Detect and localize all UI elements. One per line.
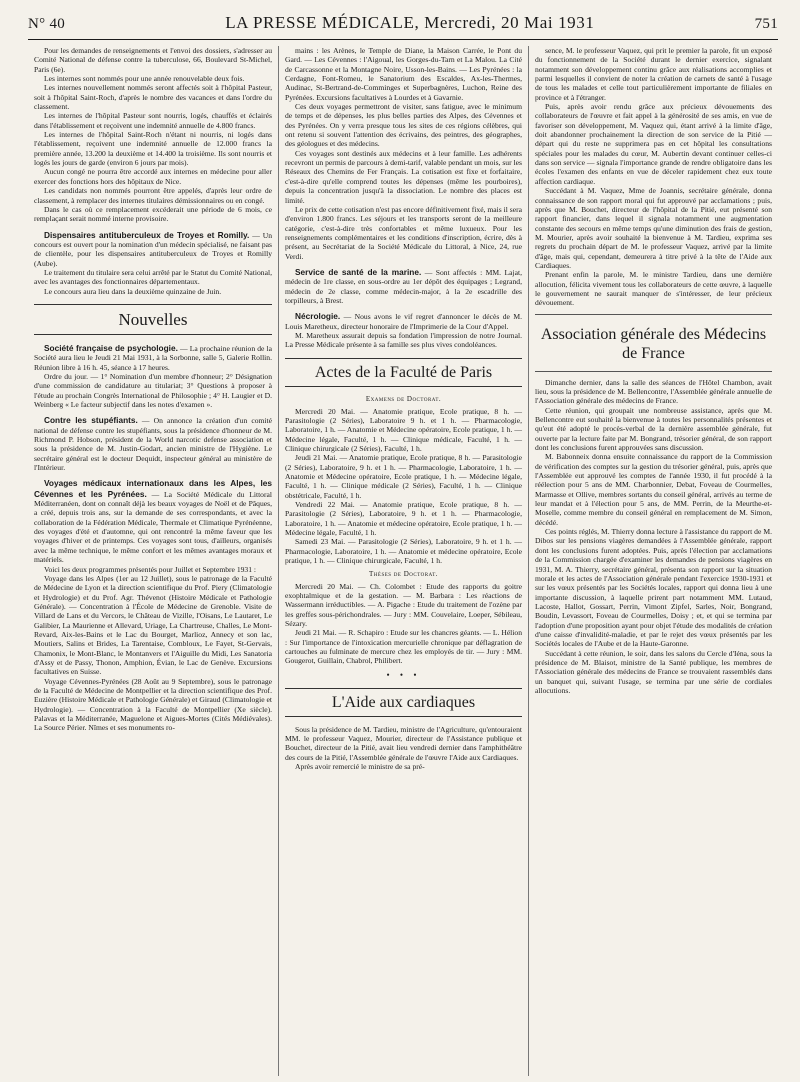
section-title-box: [285, 688, 522, 717]
paragraph: Jeudi 21 Mai. — R. Schapiro : Etude sur les chancres géants. — L. Hélion : Sur l'importance de l'intoxication mercurielle chronique par déflagration de cartouches au fulminate de mercure chez les employés de tir. — Jury : MM. Gougerot, Guillain, Chabrol, Philibert.: [285, 628, 522, 666]
section-title-nouvelles: Nouvelles: [118, 309, 188, 329]
column-1: [28, 46, 278, 1076]
news-item-stupefiants: [34, 415, 272, 472]
paragraph: Succédant à cette réunion, le soir, dans les salons du Cercle d'Iéna, sous la présidence de M. Blaisot, ministre de la Santé publique, les membres de l'Association générale des médecins de France se trouvaient rassemblés dans un banquet qui, suivant l'usage, se termina par une série de cordiales allocutions.: [535, 648, 772, 695]
news-item-necrologie: [285, 311, 522, 331]
paragraph: Les internes de l'hôpital Pasteur sont nourris, logés, chauffés et éclairés dans l'établissement et reçoivent une indemnité annuelle de 4.800 francs.: [34, 111, 272, 130]
paragraph: Dans le cas où ce remplacement excéderait une période de 6 mois, ce remplaçant serait nommé interne provisoire.: [34, 204, 272, 224]
paragraph: Succédant à M. Vaquez, Mme de Joannis, secrétaire générale, donna connaissance de son rapport moral qui fut approuvé par acclamations ; puis, après que M. Bouchet, directeur de l'hôpital de la Pitié, eut présenté son rapport financier, dans lequel il signala notamment une augmentation constante des secours en même temps qu'une diminution des frais de gestion, M. Mourier, après avoir souhaité la bienvenue à M. Tardieu, exprima ses regrets du prochain départ de M. le professeur Vaquez, arrivé par la limite d'âge, mais qui, cependant, demeurera à titre privé à la tête de l'Aide aux Cardiaques.: [535, 186, 772, 270]
paragraph: Sous la présidence de M. Tardieu, ministre de l'Agriculture, qu'entouraient MM. le professeur Vaquez, Mourier, directeur de l'Assistance publique et Bouchet, directeur de la Pitié, avait lieu vendredi dernier dans l'amphithéâtre des cours de la Pitié, l'Assemblée générale de l'œuvre l'Aide aux Cardiaques.: [285, 724, 522, 762]
column-2: [278, 46, 528, 1076]
subheading-examens: Examens de Doctorat.: [365, 394, 442, 403]
paragraph: Mercredi 20 Mai. — Anatomie pratique, Ecole pratique, 8 h. — Parasitologie (2 Séries), Laboratoire 9 h. et 1 h. — Pharmacologie, Laboratoire, 1 h. — Anatomie et Médecine opératoire, Ecole pratique, 1 h. — Médecine légale, Faculté, 1 h. — Clinique médicale, Faculté, 1 h. — Clinique chirurgicale (2 Séries), Faculté, 1 h.: [285, 406, 522, 454]
paragraph: Après avoir remercié le ministre de sa pré-: [295, 761, 425, 771]
paragraph: Voyage Cévennes-Pyrénées (28 Août au 9 Septembre), sous le patronage de la Faculté de Médecine de Montpellier et la direction scientifique des Prof. Euzière (Histoire Médicale et Pathologie Générale) et Giraud (Climatologie et Hydrologie). — Concentration à la Faculté de Montpellier (Xe siècle). Palavas et la Méditerranée, Maguelone et Aigues-Mortes (Cités Médiévales). La Source Périer. Nîmes et ses monuments ro-: [34, 676, 272, 733]
item-text: — Un concours est ouvert pour la nomination d'un médecin spécialisé, ne faisant pas de clientèle, pour les dispensaires antituberculeux de Troyes et Romilly (Aube).: [34, 230, 272, 268]
paragraph: Les internes de l'hôpital Saint-Roch n'étant ni nourris, ni logés dans l'établissement, reçoivent une indemnité annuelle de 12.000 francs la première année, 13.200 la deuxième et 14.400 la troisième. Ils sont nourris et logés les jours de garde (environ 6 jours par mois).: [34, 130, 272, 168]
paragraph: M. Maretheux assurait depuis sa fondation l'impression de notre Journal. La Presse Médicale présente à sa famille ses plus vives condoléances.: [285, 330, 522, 350]
paragraph: M. Babonneix donna ensuite connaissance du rapport de la Commission de vérification des comptes sur la gestion du trésorier général, puis, après que l'Assemblée eut approuvé les comptes de l'année 1930, il fut procédé à la réélection pour 5 ans de MM. Charbonnier, Debat, Foveau de Courmelles, Marmasse et Ollive, membres sortants du conseil général, arrivés au terme de leur mandat et à l'élection pour 5 ans, de MM. Perrin, de la Meurthe-et-Moselle, comme membre du conseil général en remplacement de M. Simon, décédé.: [535, 452, 772, 527]
news-item-psychologie: [34, 343, 272, 372]
news-item-dispensaires: [34, 230, 272, 268]
item-text: — On annonce la création d'un comité national de défense contre les stupéfiants, sous la présidence d'honneur de M. Richmond P. Hobson, président de la World narcotic defense association et sous la présidence de M. Justin-Godart, ancien ministre de l'Hygiène. Le secrétaire général est le docteur Dequidt, inspecteur général au ministère de l'Intérieur.: [34, 416, 272, 473]
separator-rule: [535, 314, 772, 315]
paragraph: Le traitement du titulaire sera celui arrêté par le Statut du Comité National, avec les avantages des fonctionnaires départementaux.: [34, 267, 272, 287]
page-header: [28, 14, 778, 36]
paragraph: Puis, après avoir rendu grâce aux précieux dévouements des collaborateurs de l'œuvre et fait appel à la générosité de ses amis, en vue de favoriser son développement, M. Vaquez qui, étant arrivé à la limite d'âge, doit abandonner prochainement la direction de son service de la Pitié — départ qui du reste ne supprimera pas en cet hôpital les consultations spéciales pour les malades du cœur, M. Aubertin devant continuer celles-ci dans son service — signala l'importance grande de rendre obligatoire dans les écoles l'examen des enfants en vue de déceler rapidement chez eux toute affection cardiaque.: [535, 102, 772, 186]
paragraph: Pour les demandes de renseignements et l'envoi des dossiers, s'adresser au Comité National de défense contre la tuberculose, 66, Boulevard St-Michel, Paris (6e).: [34, 46, 272, 74]
columns: [28, 46, 778, 1076]
section-title-faculte: Actes de la Faculté de Paris: [314, 363, 493, 381]
section-title-association: Association générale des Médecins de France: [540, 325, 767, 362]
separator-rule: [535, 371, 772, 372]
news-item-voyages: [34, 478, 272, 564]
page-number-right: 751: [754, 16, 778, 32]
section-title-box: [285, 358, 522, 387]
run-in-heading: Nécrologie.: [295, 311, 341, 322]
separator-dots: • • •: [386, 669, 421, 680]
paragraph: sence, M. le professeur Vaquez, qui prit le premier la parole, fit un exposé du fonctionnement de la Société durant le dernier exercice, signalant notamment son développement continu grâce aux réalisations accomplies et parmi lesquelles il convient de noter la création de carnets de santé à l'usage de tous les malades et celle tout particulièrement importante de filiales en province et à l'étranger.: [535, 46, 772, 102]
paragraph: Ces points réglés, M. Thierry donna lecture à l'assistance du rapport de M. Dibos sur les pensions viagères demandées à l'Assemblée générale, rapport dont les conclusions furent adoptées. Puis, après l'élection par acclamations de la Commission chargée d'examiner les demandes de pensions viagères en 1931, M. A. Thierry, secrétaire général, présenta son rapport sur la situation morale et les actes de l'Association générale pendant l'exercice 1930-1931 et sur les vœux présentés par les Sociétés locales, rapport qui donna lieu à une importante discussion, à laquelle prirent part notamment MM. Lutaud, Lacoste, Hallot, Gossart, Perrin, Vimont Zipfel, Sarles, Noir, Bongrand, Boudin, Levassort, Foveau de Courmelles, Doisy ; et, et qui se termina par l'adoption d'une proposition ayant pour objet l'étude des modalités de création d'une caisse d'invalidité-maladie, et par le rejet des vœux présentés par les Sociétés locales de l'Aube et de la Haute-Garonne.: [535, 527, 772, 649]
paragraph: Ordre du jour. — 1° Nomination d'un membre d'honneur; 2° Désignation d'une commission de candidature au titulariat; 3° Questions à proposer à l'étude au prochain Congrès International de Philosophie ; 4° H. Laugier et D. Weinberg « Le facteur subjectif dans les notes d'examen ».: [34, 371, 272, 409]
item-text: — La Société Médicale du Littoral Méditerranéen, dont on connaît déjà les beaux voyages de Noël et de Pâques, a créé, depuis trois ans, sur la demande de ses correspondants, et avec la collaboration de la Fédération Médicale, Thermale et Climatique Pyrénéenne, des voyages d'été et d'automne, qui ont rencontré la même faveur que les voyages d'hiver et de printemps. Ces voyages sont tous, d'ailleurs, organisés avec la même technique, le même confort et les mêmes avantages moraux et matériels.: [34, 489, 272, 565]
run-in-heading: Voyages médicaux internationaux dans les Alpes, les Cévennes et les Pyrénées.: [34, 478, 272, 499]
paragraph: Mercredi 20 Mai. — Ch. Colombet : Etude des rapports du goitre exophtalmique et de la gestation. — M. Barbara : Les réactions de Wassermann irréductibles. — A. Pigache : Etude du traitement de l'ozène par les greffes sous-périchondrales. — Jury : MM. Couvelaire, Loeper, Sébileau, Sézary.: [285, 581, 522, 628]
paragraph: Le concours aura lieu dans la deuxième quinzaine de Juin.: [44, 286, 222, 296]
run-in-heading: Dispensaires antituberculeux de Troyes et Romilly.: [44, 229, 250, 240]
paragraph: Vendredi 22 Mai. — Anatomie pratique, Ecole pratique, 8 h. — Parasitologie (2 Séries), Laboratoire, 9 h. et 1 h. — Pharmacologie, Laboratoire, 1 h. — Anatomie et médecine opératoire, Ecole pratique, 1 h. — Médecine légale, Faculté, 1 h.: [285, 500, 522, 538]
run-in-heading: Société française de psychologie.: [44, 342, 178, 353]
page-number-left: N° 40: [28, 16, 66, 32]
paragraph: Cette réunion, qui groupait une nombreuse assistance, après que M. Bellencontre eut souhaité la bienvenue à toutes les personnalités présentes et qu'eut été adopté le procès-verbal de la dernière assemblée générale, fut ouverte par la lecture faite par M. Bongrand, trésorier général, de son rapport dont les conclusions furent approuvées sans discussion.: [535, 405, 772, 453]
column-3: [528, 46, 778, 1076]
paragraph: Ces voyages sont destinés aux médecins et à leur famille. Les adhérents recevront un permis de parcours à demi-tarif, valable pendant un mois, sur les Réseaux des Chemins de Fer Français. La cotisation est fixe et forfaitaire, c'est-à-dire qu'elle comprend toutes les dépenses (même les pourboires), depuis la concentration jusqu'à la dissociation. Le nombre des places est limité.: [285, 148, 522, 205]
paragraph: Le prix de cette cotisation n'est pas encore définitivement fixé, mais il sera d'environ 1.800 francs. Les séjours et les transports seront de la meilleure catégorie, c'est-à-dire très confortables et même luxueux. Pour les renseignements complémentaires et les conditions d'inscription, écrire, dès à présent, au Secrétariat de la Société Médicale du Littoral, à Nice, 24, rue Verdi.: [285, 204, 522, 261]
item-text: — Nous avons le vif regret d'annoncer le décès de M. Louis Maretheux, directeur honoraire de l'Imprimerie de la Cour d'Appel.: [285, 312, 522, 331]
header-rule: [28, 39, 778, 40]
paragraph: Voici les deux programmes présentés pour Juillet et Septembre 1931 :: [44, 564, 257, 574]
paragraph: Ces deux voyages permettront de visiter, sans fatigue, avec le minimum de temps et de dépenses, les plus belles parties des Alpes, des Cévennes et des Pyrénées. On y verra presque tous les sites de ces régions célèbres, qui ont retenu si souvent l'attention des écrivains, des peintres, des géographes, des géologues et des médecins.: [285, 102, 522, 149]
run-in-heading: Service de santé de la marine.: [295, 266, 422, 277]
section-title-box: [34, 304, 272, 335]
paragraph: mains : les Arènes, le Temple de Diane, la Maison Carrée, le Pont du Gard. — Les Cévennes : l'Aigoual, les Gorges-du-Tarn et La Malou. La Cité de Carcassonne et la Montagne Noire, Usson-les-Bains. — Les Pyrénées : la Cerdagne, Font-Romeu, le Sanatorium des Escaldes, Ax-les-Thermes, Audinac, St-Bertrand-de-Comminges et Superbagnères, Luchon, Reine des Pyrénées. Excursions facultatives à Lourdes et à Gavarnie.: [285, 46, 522, 102]
paragraph: Aucun congé ne pourra être accordé aux internes en médecine pour aller exercer des fonctions hors des hôpitaux de Nice.: [34, 167, 272, 186]
paragraph: Voyage dans les Alpes (1er au 12 Juillet), sous le patronage de la Faculté de Médecine de Lyon et la direction scientifique du Prof. Piery (Climatologie et Hydrologie) et du Prof. Agr. Thévenot (Histoire Médicale et Pathologie Générale). — Concentration à l'École de Médecine de Grenoble. Visite de Villard de Lans et du Vercors, le Château de Vizille, l'Oisans, Le Lautaret, Le Galibier, La Maurienne et Allevard, Uriage, La Chartreuse, Challes, Le Mont-Revard, Aix-les-Bains et le Lac du Bourget, Marlioz, Annecy et son lac, Moutiers, Salins et Brides, La Tarentaise, Combloux, Le Fayet, St-Gervais, Chamonix, le Mont-Blanc, le Montanvers et l'Aiguille du Midi, Les Sanatoria d'Assy et de Passy, Thonon, Amphion, Évian, le Lac de Genève. Excursions facultatives en Suisse.: [34, 573, 272, 677]
paragraph: Les internes sont nommés pour une année renouvelable deux fois.: [44, 74, 245, 84]
item-text: — Sont affectés : MM. Lajat, médecin de 1re classe, en sous-ordre au 1er dépôt des équipages ; Legrand, médecin de 2e classe, comme médecin-major, à la 2e escadrille des torpilleurs, à Brest.: [285, 267, 522, 305]
paragraph: Dimanche dernier, dans la salle des séances de l'Hôtel Chambon, avait lieu, sous la présidence de M. Bellencontre, l'Assemblée générale annuelle de l'Association générale des médecins de France.: [535, 377, 772, 406]
item-text: — La prochaine réunion de la Société aura lieu le Jeudi 21 Mai 1931, à la Sorbonne, salle 5, Galerie Rollin. Réunion libre à 16 h. 45, séance à 17 heures.: [34, 343, 272, 372]
paragraph: Les internes nouvellement nommés seront affectés soit à l'hôpital Pasteur, soit à l'hôpital Saint-Roch, d'après le nombre des vacances et dans l'ordre du classement.: [34, 83, 272, 112]
paragraph: Prenant enfin la parole, M. le ministre Tardieu, dans une dernière allocution, félicita vivement tous les collaborateurs de cette œuvre, à laquelle le gouvernement ne saurait manquer de s'intéresser, de leur précieux dévouement.: [535, 270, 772, 308]
subheading-theses: Thèses de Doctorat.: [369, 569, 438, 578]
news-item-marine: [285, 267, 522, 305]
section-title-aide: L'Aide aux cardiaques: [331, 693, 476, 711]
paragraph: Les candidats non nommés pourront être appelés, d'après leur ordre de classement, à remplacer des internes titulaires démissionnaires ou en congé.: [34, 186, 272, 205]
paragraph: Samedi 23 Mai. — Parasitologie (2 Séries), Laboratoire, 9 h. et 1 h. — Pharmacologie, Laboratoire, 1 h. — Anatomie et médecine opératoire, Ecole pratique, 1 h. — Clinique chirurgicale, Faculté, 1 h.: [285, 537, 522, 566]
paragraph: Jeudi 21 Mai. — Anatomie pratique, Ecole pratique, 8 h. — Parasitologie (2 Séries), Laboratoire, 9 h. et 1 h. — Pharmacologie, Laboratoire, 1 h. — Anatomie et Médecine opératoire, Ecole pratique, 1 h. — Médecine légale, Faculté, 1 h. — Clinique médicale (2 Séries), Faculté, 1 h. — Clinique obstétricale, Faculté, 1 h.: [285, 453, 522, 500]
run-in-heading: Contre les stupéfiants.: [44, 415, 138, 426]
journal-title: LA PRESSE MÉDICALE, Mercredi, 20 Mai 1931: [225, 13, 595, 32]
